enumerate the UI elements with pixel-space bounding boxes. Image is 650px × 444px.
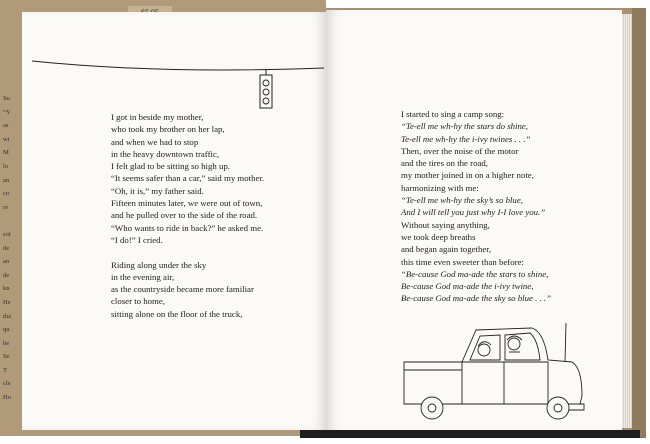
underlying-text-fragment: co: [3, 190, 10, 198]
poem-line: who took my brother on her lap,: [111, 124, 225, 135]
poem-line: harmonizing with me:: [401, 182, 479, 193]
underlying-text-fragment: wi: [3, 135, 10, 143]
poem-line: and began again together,: [401, 244, 492, 255]
underlying-text-fragment: M: [3, 149, 9, 157]
underlying-text-fragment: cle: [3, 380, 11, 388]
stanza-break: [111, 246, 264, 258]
underlying-text-fragment: T: [3, 366, 8, 374]
song-line: “Te-ell me wh-hy the stars do shine,: [401, 121, 528, 132]
underlying-text-fragment: Su: [3, 95, 10, 102]
poem-line: closer to home,: [111, 296, 165, 307]
poem-line: and he pulled over to the side of the road.: [111, 210, 258, 221]
poem-line: in the evening air,: [111, 271, 175, 282]
overhead-wire: [32, 61, 324, 70]
song-line: “Be-cause God ma-ade the stars to shine,: [401, 268, 549, 279]
poem-line: “Who wants to ride in back?” he asked me.: [111, 222, 264, 233]
poem-line: sitting alone on the floor of the truck,: [111, 308, 243, 319]
underlying-text-fragment: de: [3, 244, 10, 252]
poem-line: I got in beside my mother,: [111, 112, 204, 122]
underlying-text-fragment: soi: [3, 230, 11, 238]
poem-line: and the tires on the road,: [401, 158, 488, 169]
poem-line: as the countryside became more familiar: [111, 284, 254, 295]
underlying-text-fragment: “Y: [3, 108, 11, 116]
poem-line: Fifteen minutes later, we were out of town,: [111, 198, 263, 209]
underlying-text-fragment: kn: [3, 285, 10, 293]
poem-line: Riding along under the sky: [111, 259, 207, 270]
truck-drawing: [404, 323, 584, 419]
underlying-text-fragment: Ho: [3, 394, 12, 402]
underlying-text-fragment: lo: [3, 162, 9, 170]
song-line: “Te-ell me wh-hy the sky’s so blue,: [401, 195, 523, 206]
underlying-text-fragment: Se: [3, 353, 10, 361]
underlying-text-fragment: as: [3, 122, 9, 130]
song-line: Be-cause God ma-ade the i-ivy twine,: [401, 281, 534, 292]
poem-line: Without saying anything,: [401, 219, 490, 230]
underlying-text-fragment: an: [3, 258, 10, 266]
traffic-light-drawing: [260, 69, 272, 108]
poem-line: my mother joined in on a higher note,: [401, 170, 534, 181]
song-line: Te-ell me wh-hy the i-ivy twines . . .”: [401, 133, 531, 144]
poem-line: in the heavy downtown traffic,: [111, 148, 220, 159]
poem-line: we took deep breaths: [401, 231, 476, 242]
underlying-text-fragment: re: [3, 203, 9, 211]
underlying-text-fragment: be: [3, 339, 10, 347]
left-page-text: [111, 111, 264, 320]
underlying-text-fragment: He: [3, 298, 11, 306]
poem-line: “It seems safer than a car,” said my mother.: [111, 173, 265, 184]
poem-line: I started to sing a camp song:: [401, 109, 505, 119]
poem-line: “Oh, it is,” my father said.: [111, 185, 204, 196]
song-line: Be-cause God ma-ade the sky so blue . . .”: [401, 293, 551, 304]
poem-line: I felt glad to be sitting so high up.: [111, 161, 230, 172]
poem-line: this time even sweeter than before:: [401, 256, 524, 267]
poem-line: and when we had to stop: [111, 136, 199, 147]
underlying-text-fragment: de: [3, 271, 10, 279]
song-line: And I will tell you just why I-I love you.”: [401, 207, 546, 218]
poem-line: Then, over the noise of the motor: [401, 145, 519, 156]
poem-line: “I do!” I cried.: [111, 234, 163, 245]
underlying-text-fragment: an: [3, 176, 10, 184]
underlying-text-fragment: tha: [3, 312, 12, 320]
right-page-text: [401, 108, 551, 305]
underlying-text-fragment: qu: [3, 326, 10, 334]
